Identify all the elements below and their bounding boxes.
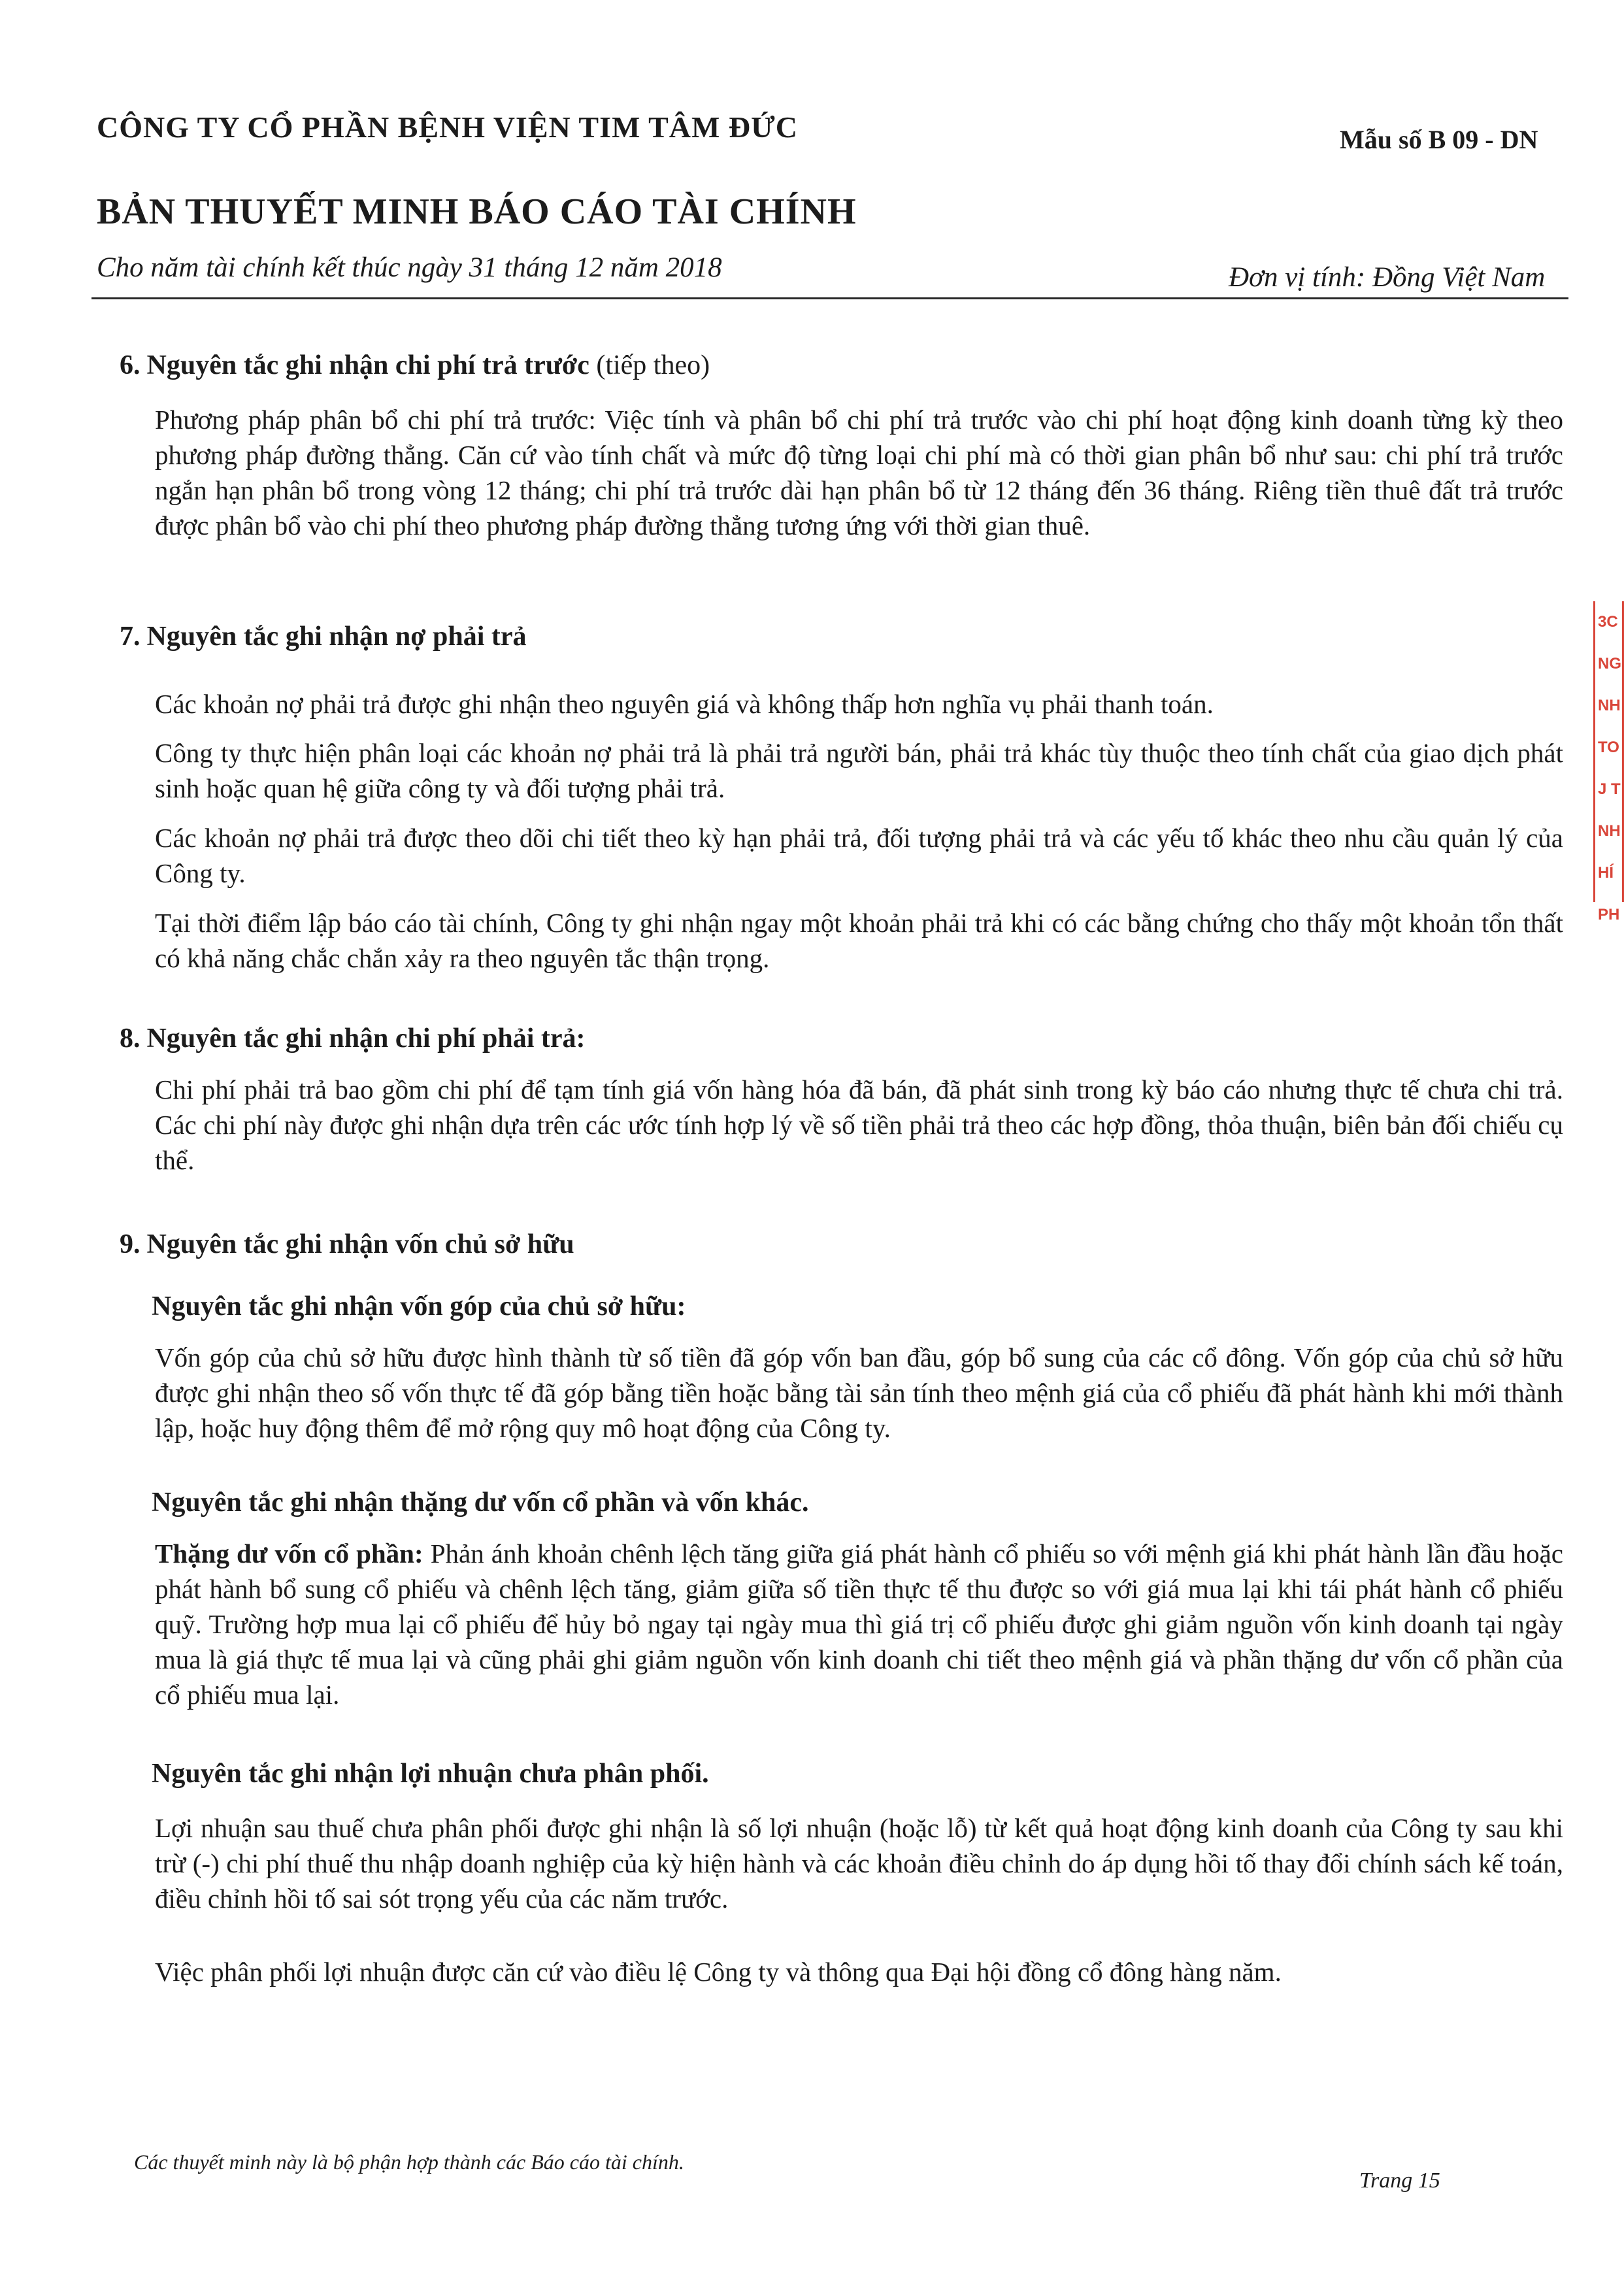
seal-text: TO [1598, 739, 1619, 756]
seal-text: 3C [1598, 613, 1618, 631]
section-6-paragraph: Phương pháp phân bổ chi phí trả trước: Việc tính và phân bổ chi phí trả trước vào chi phí hoạt động kinh doanh từng kỳ theo phương pháp đường thẳng. Căn cứ vào tính chất và mức độ từng loại chi phí mà có thời gian phân bổ như sau: chi phí trả trước ngắn hạn phân bổ trong vòng 12 tháng; chi phí trả trước dài hạn phân bổ từ 12 tháng đến 36 tháng. Riêng tiền thuê đất trả trước được phân bổ vào chi phí theo phương pháp đường thẳng tương ứng với thời gian thuê. [155, 405, 1563, 540]
section-7-paragraph-4: Tại thời điểm lập báo cáo tài chính, Công ty ghi nhận ngay một khoản phải trả khi có các bằng chứng cho thấy một khoản tổn thất có khả năng chắc chắn xảy ra theo nguyên tắc thận trọng. [155, 908, 1563, 973]
subsection-share-premium-heading: Nguyên tắc ghi nhận thặng dư vốn cổ phần và vốn khác. [152, 1487, 809, 1518]
section-title: Nguyên tắc ghi nhận chi phí phải trả: [146, 1023, 586, 1054]
section-6-heading [120, 350, 710, 381]
document-title: BẢN THUYẾT MINH BÁO CÁO TÀI CHÍNH [97, 191, 857, 232]
section-7-paragraph-2: Công ty thực hiện phân loại các khoản nợ phải trả là phải trả người bán, phải trả khác tùy thuộc theo tính chất của giao dịch phát sinh hoặc quan hệ giữa công ty và đối tượng phải trả. [155, 738, 1563, 803]
section-9-heading [120, 1229, 574, 1260]
share-premium-text: Phản ánh khoản chênh lệch tăng giữa giá phát hành cổ phiếu so với mệnh giá khi phát hành lần đầu hoặc phát hành bổ sung cổ phiếu và chênh lệch tăng, giảm giữa số tiền thực tế thu được so với giá mua lại khi tái phát hành cổ phiếu quỹ. Trường hợp mua lại cổ phiếu để hủy bỏ ngay tại ngày mua thì giá trị cổ phiếu được ghi giảm nguồn vốn kinh doanh tại ngày mua là giá thực tế mua lại và cũng phải ghi giảm nguồn vốn kinh doanh chi tiết theo mệnh giá và phần thặng dư vốn cổ phần của cổ phiếu mua lại. [155, 1538, 1563, 1710]
section-7-paragraph-3: Các khoản nợ phải trả được theo dõi chi tiết theo kỳ hạn phải trả, đối tượng phải trả và các yếu tố khác theo nhu cầu quản lý của Công ty. [155, 823, 1563, 888]
currency-unit: Đơn vị tính: Đồng Việt Nam [1229, 262, 1546, 293]
seal-text: J T [1598, 780, 1621, 798]
seal-text: HÍ [1598, 864, 1614, 882]
section-8-heading [120, 1023, 585, 1054]
company-name: CÔNG TY CỔ PHẦN BỆNH VIỆN TIM TÂM ĐỨC [97, 110, 798, 144]
section-7-heading [120, 621, 527, 652]
reporting-period: Cho năm tài chính kết thúc ngày 31 tháng 12 năm 2018 [97, 252, 722, 283]
section-title: Nguyên tắc ghi nhận nợ phải trả [146, 622, 527, 652]
section-number: 9. [120, 1229, 141, 1259]
section-suffix: (tiếp theo) [596, 350, 710, 380]
red-seal-fragment [1593, 601, 1624, 923]
seal-text: NG [1598, 655, 1621, 673]
section-title: Nguyên tắc ghi nhận chi phí trả trước [146, 350, 589, 380]
form-number: Mẫu số B 09 - DN [1340, 125, 1538, 154]
header-divider [91, 297, 1568, 299]
subsection-retained-earnings-paragraph-1: Lợi nhuận sau thuế chưa phân phối được ghi nhận là số lợi nhuận (hoặc lỗ) từ kết quả hoạt động kinh doanh của Công ty sau khi trừ (-) chi phí thuế thu nhập doanh nghiệp của kỳ hiện hành và các khoản điều chỉnh do áp dụng hồi tố thay đổi chính sách kế toán, điều chỉnh hồi tố sai sót trọng yếu của các năm trước. [155, 1813, 1563, 1914]
subsection-owner-capital-heading: Nguyên tắc ghi nhận vốn góp của chủ sở hữu: [152, 1291, 686, 1321]
section-title: Nguyên tắc ghi nhận vốn chủ sở hữu [146, 1229, 574, 1259]
footer-note: Các thuyết minh này là bộ phận hợp thành các Báo cáo tài chính. [134, 2150, 684, 2174]
seal-text: NH [1598, 697, 1621, 714]
share-premium-lead: Thặng dư vốn cổ phần: [155, 1538, 423, 1569]
subsection-share-premium-paragraph [155, 1536, 1563, 1712]
section-number: 6. [120, 350, 141, 380]
subsection-retained-earnings-heading: Nguyên tắc ghi nhận lợi nhuận chưa phân phối. [152, 1759, 709, 1789]
section-number: 8. [120, 1023, 141, 1054]
seal-text: PH [1598, 906, 1620, 923]
page-number: Trang 15 [1359, 2168, 1440, 2193]
section-8-paragraph: Chi phí phải trả bao gồm chi phí để tạm tính giá vốn hàng hóa đã bán, đã phát sinh trong kỳ báo cáo nhưng thực tế chưa chi trả. Các chi phí này được ghi nhận dựa trên các ước tính hợp lý về số tiền phải trả theo các hợp đồng, thỏa thuận, biên bản đối chiếu cụ thể. [155, 1074, 1563, 1175]
seal-text: NH [1598, 822, 1621, 840]
subsection-owner-capital-paragraph: Vốn góp của chủ sở hữu được hình thành từ số tiền đã góp vốn ban đầu, góp bổ sung của các cổ đông. Vốn góp của chủ sở hữu được ghi nhận theo số vốn thực tế đã góp bằng tiền hoặc bằng tài sản tính theo mệnh giá của cổ phiếu đã phát hành khi mới thành lập, hoặc huy động thêm để mở rộng quy mô hoạt động của Công ty. [155, 1342, 1563, 1443]
section-7-paragraph-1: Các khoản nợ phải trả được ghi nhận theo nguyên giá và không thấp hơn nghĩa vụ phải thanh toán. [155, 689, 1214, 719]
section-number: 7. [120, 622, 141, 652]
subsection-retained-earnings-paragraph-2: Việc phân phối lợi nhuận được căn cứ vào điều lệ Công ty và thông qua Đại hội đồng cổ đông hàng năm. [155, 1957, 1282, 1987]
